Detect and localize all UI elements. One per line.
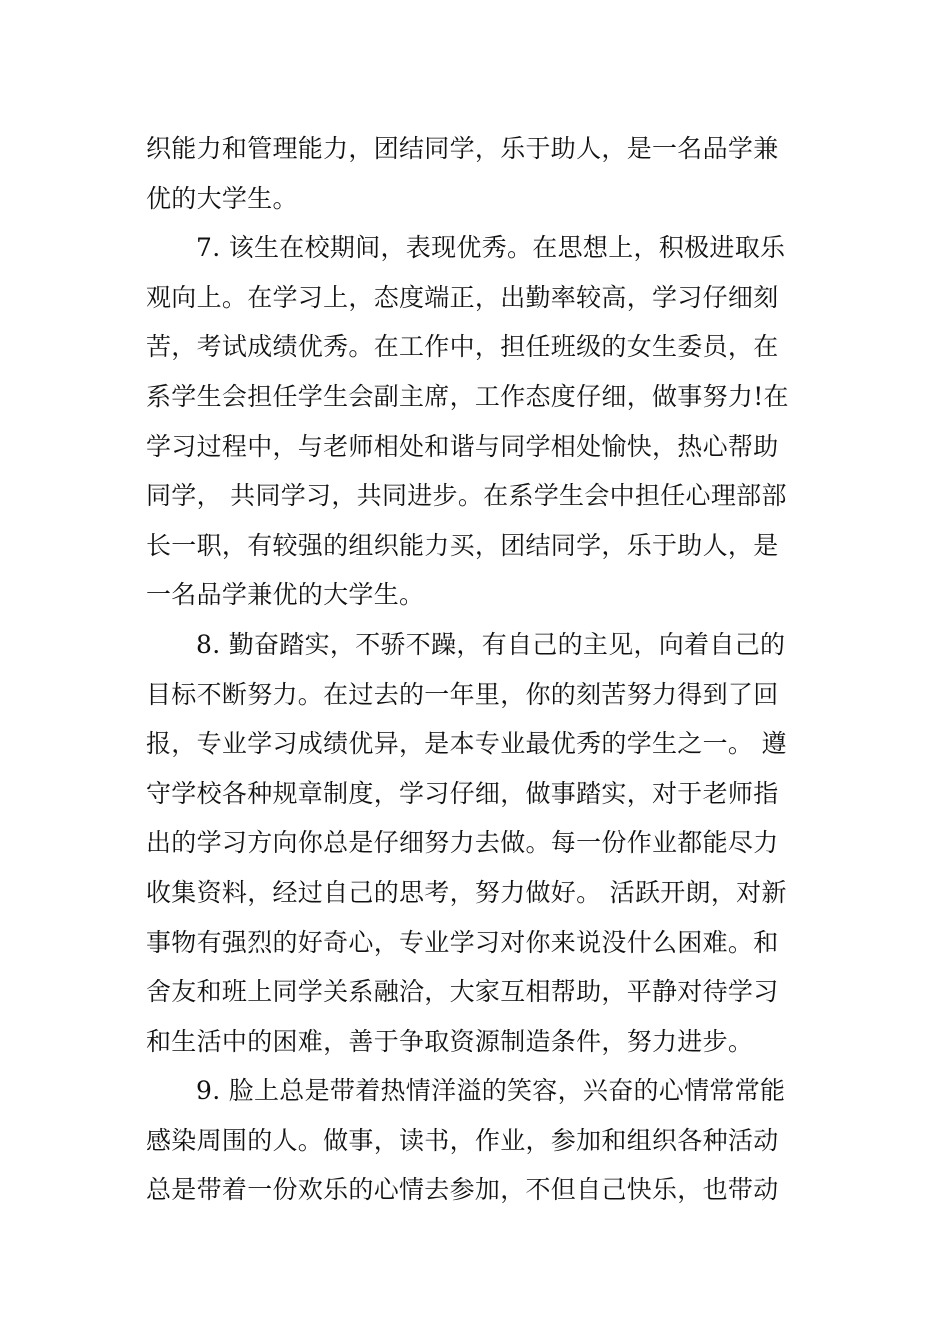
document-body (146, 124, 806, 1215)
text-line: 学习过程中，与老师相处和谐与同学相处愉快，热心帮助 (146, 431, 779, 461)
text-line: 和生活中的困难，善于争取资源制造条件，努力进步。 (146, 1026, 754, 1056)
text-line: 观向上。在学习上，态度端正，出勤率较高，学习仔细刻 (146, 282, 779, 312)
text-line: 同学， 共同学习，共同进步。在系学生会中担任心理部部 (146, 481, 787, 511)
text-line: 长一职，有较强的组织能力买，团结同学，乐于助人，是 (146, 530, 779, 560)
text-line: 织能力和管理能力，团结同学，乐于助人，是一名品学兼 (146, 134, 779, 163)
text-line: 总是带着一份欢乐的心情去参加，不但自己快乐，也带动 (146, 1175, 779, 1205)
paragraph-8 (146, 620, 806, 1066)
text-line: 一名品学兼优的大学生。 (146, 580, 425, 610)
paragraph-9 (146, 1066, 806, 1215)
text-line-first: 8. 勤奋踏实，不骄不躁，有自己的主见，向着自己的 (196, 629, 786, 659)
text-line: 事物有强烈的好奇心，专业学习对你来说没什么困难。和 (146, 927, 779, 957)
text-line: 系学生会担任学生会副主席，工作态度仔细，做事努力!在 (146, 381, 789, 411)
text-line: 报，专业学习成绩优异，是本专业最优秀的学生之一。 遵 (146, 729, 787, 759)
paragraph-7 (146, 223, 806, 620)
text-line-first: 7. 该生在校期间，表现优秀。在思想上，积极进取乐 (196, 233, 786, 263)
paragraph-6-continuation (146, 124, 806, 223)
text-line: 舍友和班上同学关系融洽，大家互相帮助，平静对待学习 (146, 977, 779, 1007)
text-line: 守学校各种规章制度，学习仔细，做事踏实，对于老师指 (146, 778, 779, 808)
text-line: 收集资料，经过自己的思考，努力做好。 活跃开朗，对新 (146, 877, 787, 907)
text-line: 感染周围的人。做事，读书，作业，参加和组织各种活动 (146, 1125, 779, 1155)
text-line: 出的学习方向你总是仔细努力去做。每一份作业都能尽力 (146, 828, 779, 858)
text-line-first: 9. 脸上总是带着热情洋溢的笑容，兴奋的心情常常能 (196, 1076, 786, 1106)
text-line: 苦，考试成绩优秀。在工作中，担任班级的女生委员，在 (146, 332, 779, 362)
text-line: 目标不断努力。在过去的一年里，你的刻苦努力得到了回 (146, 679, 779, 709)
text-line: 优的大学生。 (146, 183, 298, 213)
